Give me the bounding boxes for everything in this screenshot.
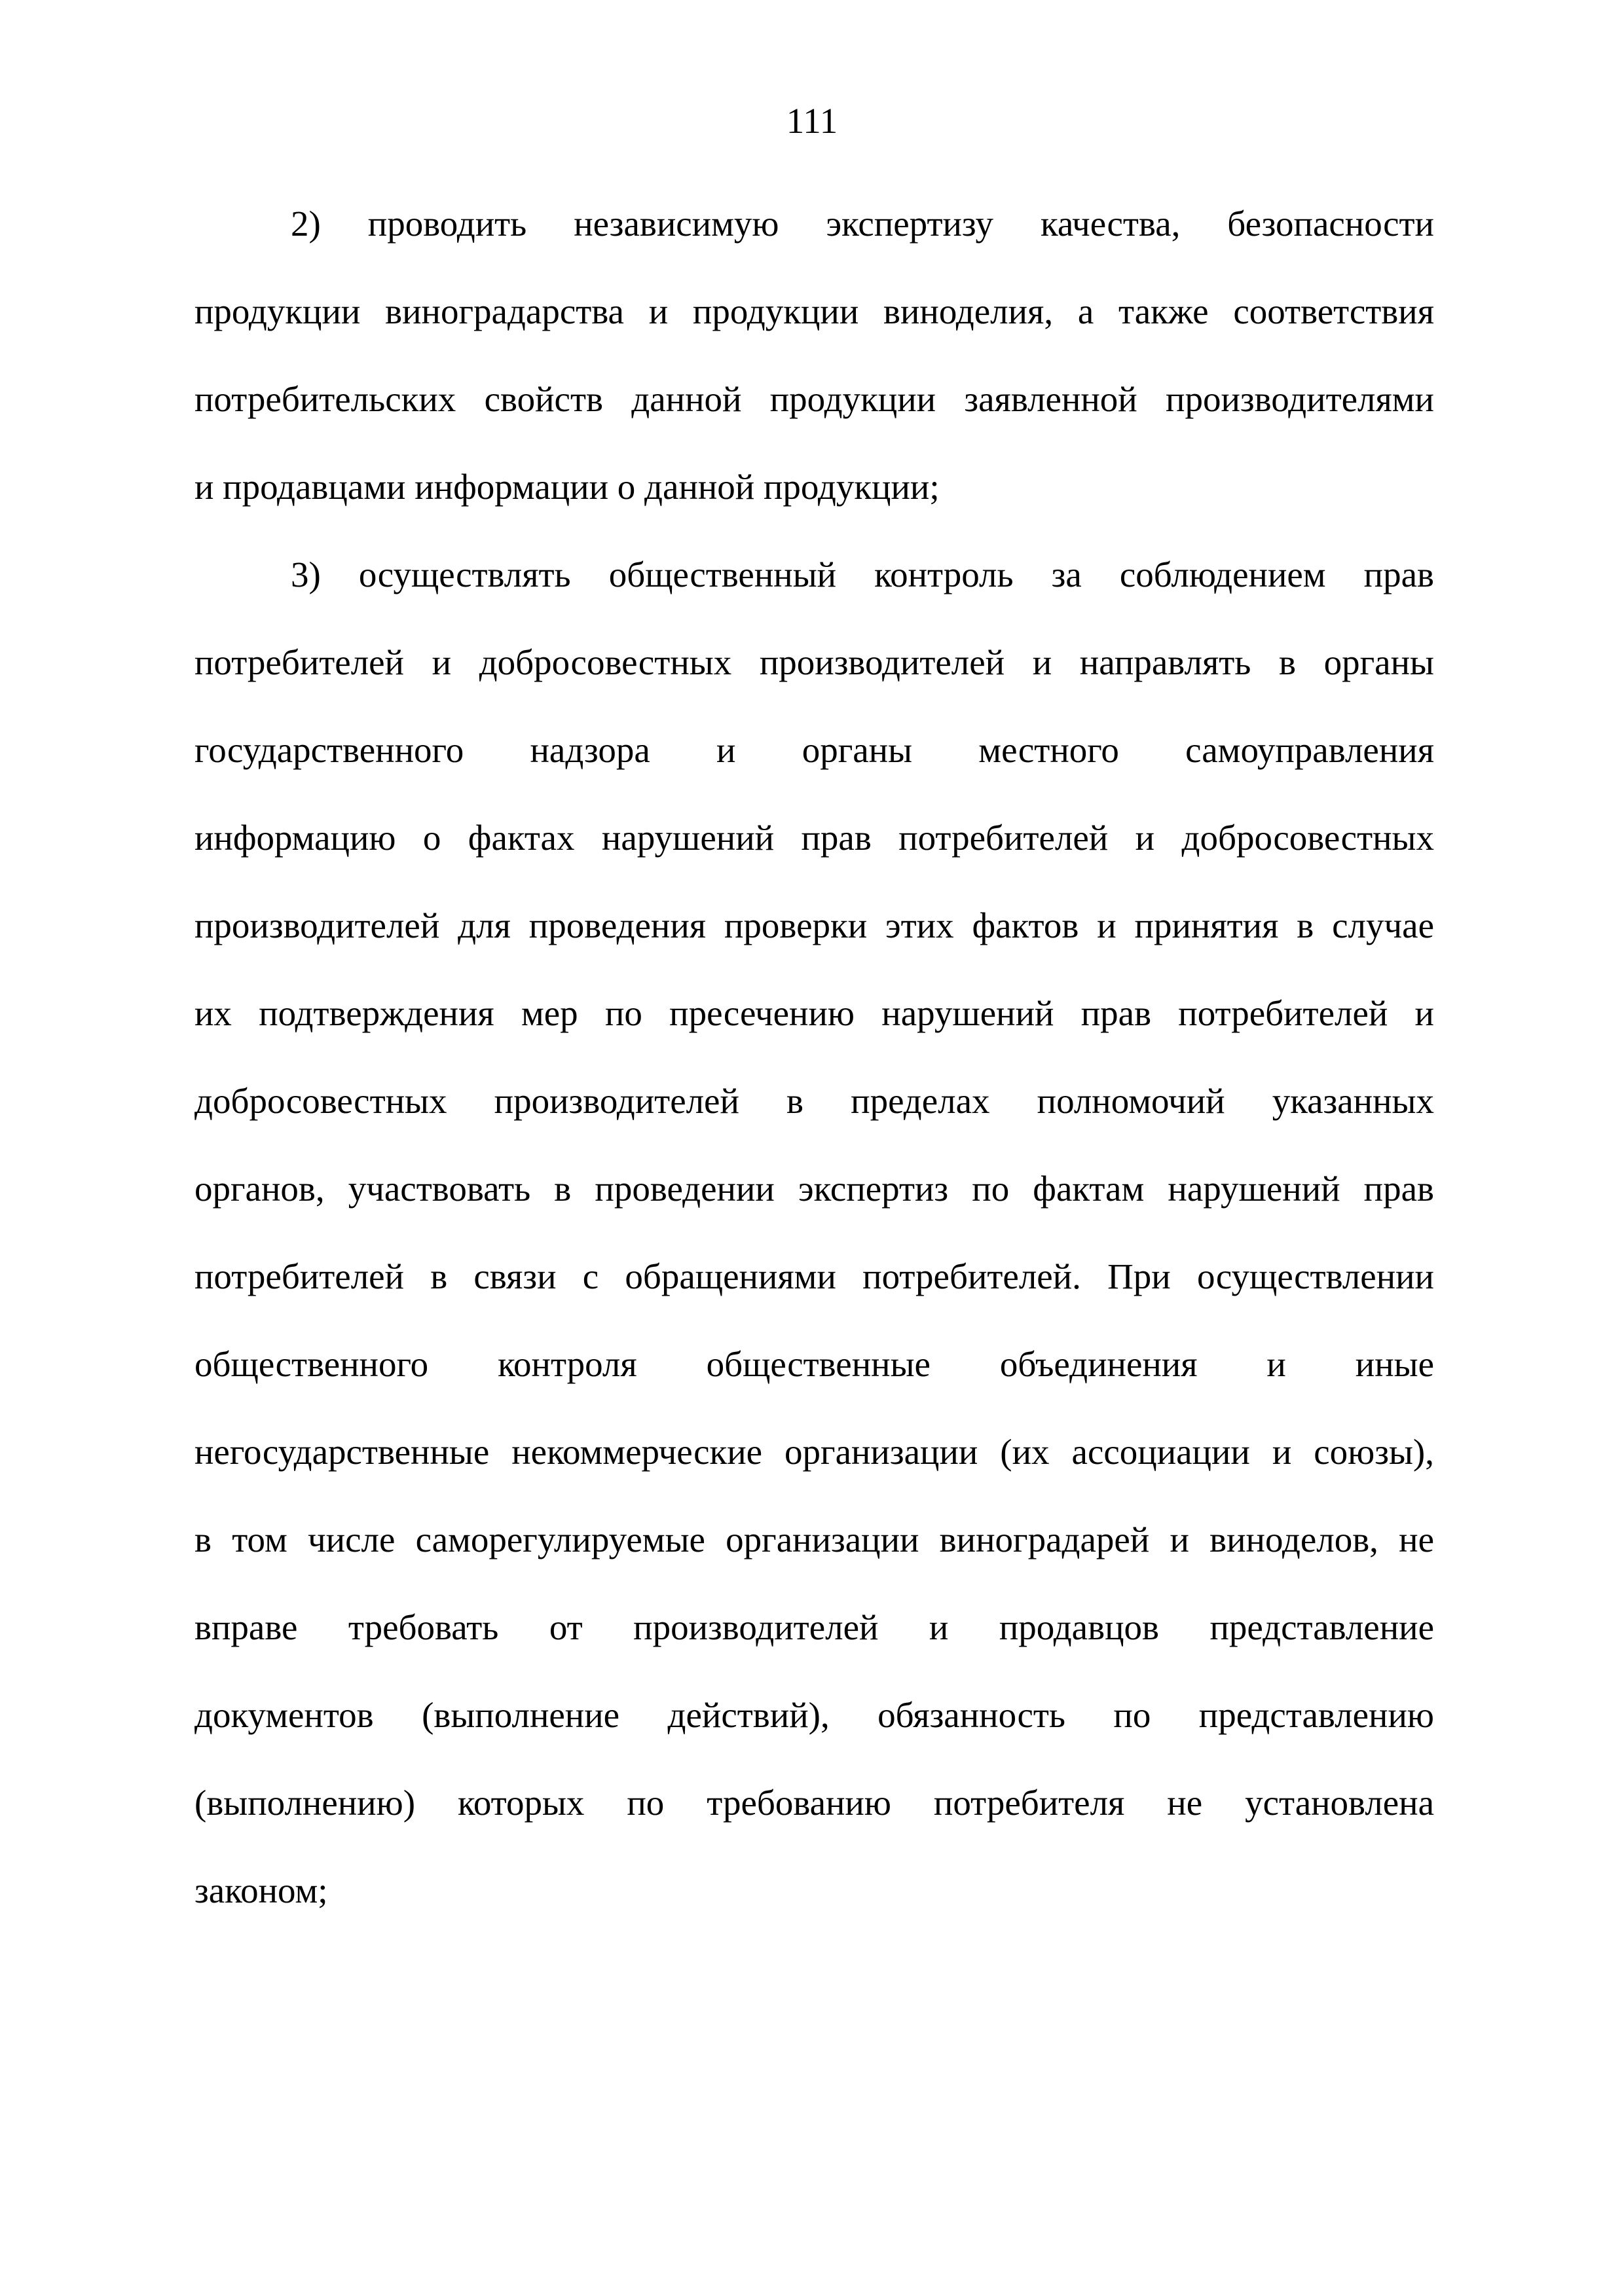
text-line: и продавцами информации о данной продукции; [194,467,940,507]
text-line: негосударственные некоммерческие организации (их ассоциации и союзы), [194,1432,1434,1472]
document-body [194,190,1434,1944]
text-line: потребителей и добросовестных производителей и направлять в органы [194,642,1434,682]
text-line: органов, участвовать в проведении экспертиз по фактам нарушений прав [194,1169,1434,1209]
text-line: информацию о фактах нарушений прав потребителей и добросовестных [194,818,1434,858]
text-line: потребителей в связи с обращениями потребителей. При осуществлении [194,1256,1434,1296]
text-line: документов (выполнение действий), обязанность по представлению [194,1695,1434,1735]
text-line: добросовестных производителей в пределах полномочий указанных [194,1081,1434,1121]
text-line: 3) осуществлять общественный контроль за соблюдением прав [291,555,1434,594]
text-line: (выполнению) которых по требованию потребителя не установлена [194,1783,1434,1823]
text-line: 2) проводить независимую экспертизу качества, безопасности [291,204,1434,244]
page-number: 111 [786,101,838,141]
paragraph-item-3 [194,541,1434,1944]
text-line: потребительских свойств данной продукции заявленной производителями [194,379,1434,419]
text-line: продукции виноградарства и продукции виноделия, а также соответствия [194,291,1434,331]
text-line: общественного контроля общественные объединения и иные [194,1344,1434,1384]
text-line: вправе требовать от производителей и продавцов представление [194,1607,1434,1647]
text-line: в том числе саморегулируемые организации виноградарей и виноделов, не [194,1520,1434,1559]
text-line: производителей для проведения проверки этих фактов и принятия в случае [194,905,1434,945]
text-line: законом; [194,1870,328,1910]
text-line: государственного надзора и органы местного самоуправления [194,730,1434,770]
text-line: их подтверждения мер по пресечению нарушений прав потребителей и [194,993,1434,1033]
paragraph-item-2 [194,190,1434,541]
